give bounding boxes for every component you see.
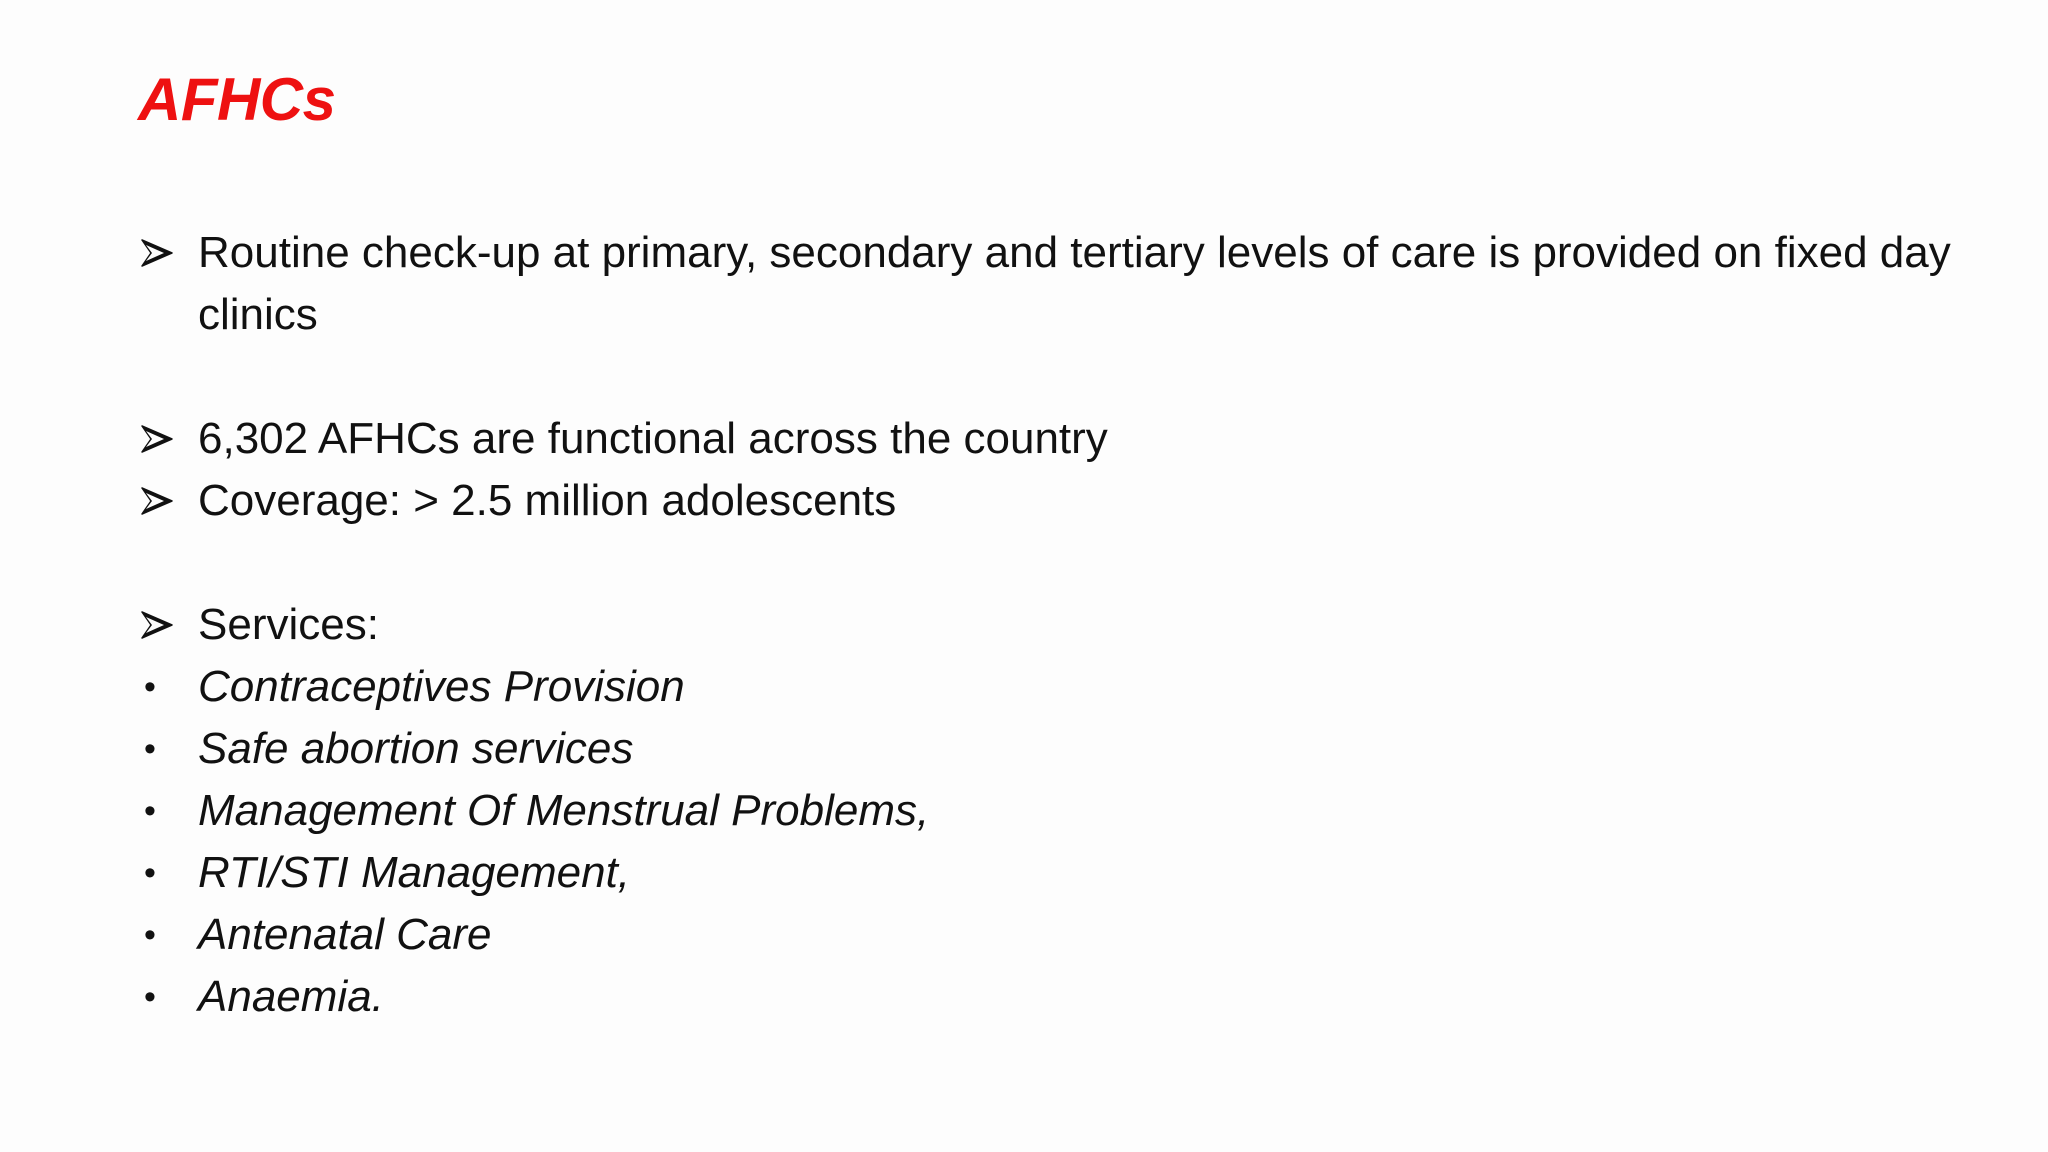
- dot-bullet-icon: •: [144, 792, 156, 830]
- service-text: Management Of Menstrual Problems,: [198, 786, 930, 835]
- service-item: [138, 904, 1958, 966]
- spacer: [138, 532, 1958, 594]
- bullet-text: Services:: [198, 600, 379, 649]
- bullet-text: 6,302 AFHCs are functional across the country: [198, 414, 1108, 463]
- slide-title: AFHCs: [138, 66, 336, 133]
- slide-content: [138, 222, 1958, 1028]
- service-item: [138, 842, 1958, 904]
- service-item: [138, 718, 1958, 780]
- spacer: [138, 346, 1958, 408]
- dot-bullet-icon: •: [144, 916, 156, 954]
- dot-bullet-icon: •: [144, 854, 156, 892]
- service-item: [138, 966, 1958, 1028]
- bullet-text: Coverage: > 2.5 million adolescents: [198, 476, 897, 525]
- arrow-bullet-icon: [140, 222, 184, 284]
- dot-bullet-icon: •: [144, 730, 156, 768]
- bullet-item: [138, 470, 1958, 532]
- service-item: [138, 780, 1958, 842]
- service-text: Safe abortion services: [198, 724, 634, 773]
- dot-bullet-icon: •: [144, 978, 156, 1016]
- service-text: Antenatal Care: [198, 910, 492, 959]
- arrow-bullet-icon: [140, 470, 184, 532]
- bullet-item: [138, 594, 1958, 656]
- bullet-item: [138, 222, 1958, 346]
- arrow-bullet-icon: [140, 594, 184, 656]
- service-text: Contraceptives Provision: [198, 662, 685, 711]
- service-text: RTI/STI Management,: [198, 848, 631, 897]
- dot-bullet-icon: •: [144, 668, 156, 706]
- service-text: Anaemia.: [198, 972, 384, 1021]
- bullet-text: Routine check-up at primary, secondary and tertiary levels of care is provided on fixed day clinics: [198, 228, 1951, 339]
- service-item: [138, 656, 1958, 718]
- arrow-bullet-icon: [140, 408, 184, 470]
- bullet-item: [138, 408, 1958, 470]
